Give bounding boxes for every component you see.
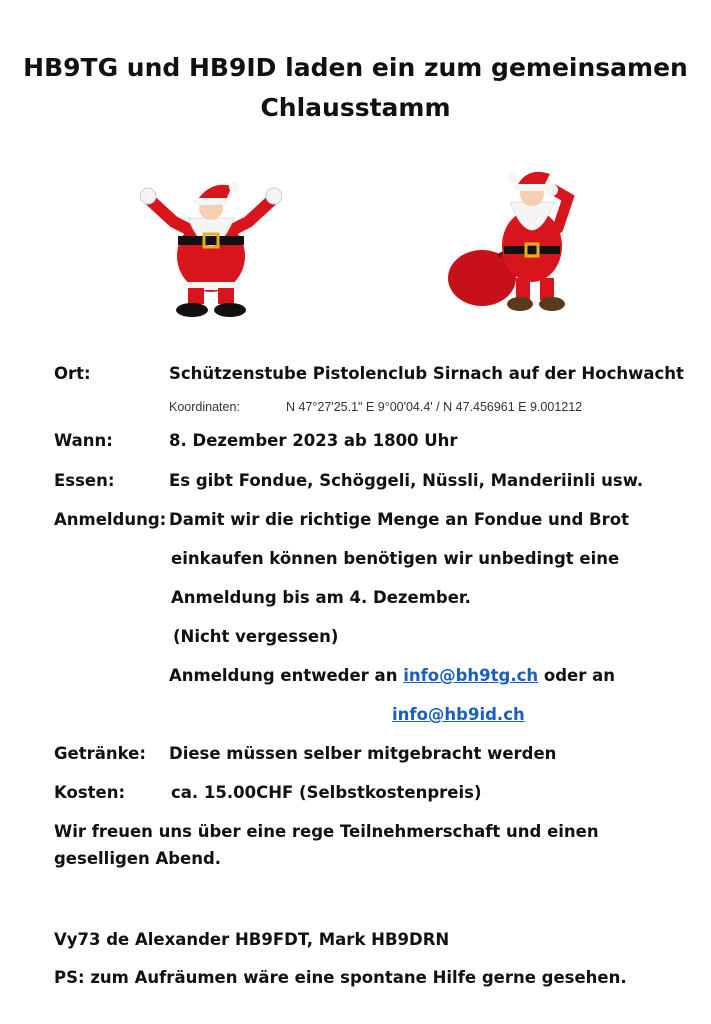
wann-value: 8. Dezember 2023 ab 1800 Uhr (169, 431, 458, 450)
email-link-hb9tg[interactable]: info@bh9tg.ch (403, 666, 539, 685)
flyer-page: HB9TG und HB9ID laden ein zum gemeinsamen Chlausstamm Ort: Schützenstube Pistolenclub Sirnach auf der Hochwacht Koordinaten: N 47°27'25.1" E 9°00'04.4' / N 47.456961 E 9.001212 Wann: 8. Dezember 2023 ab 1800 Uhr Essen: Es gibt Fondue, Schöggeli, Nüssli, Manderiinli usw. Anmeldung: Damit wir die richtige Menge an Fondue und Brot einkaufen können benötigen wir unbedingt eine Anmeldung bis am 4. Dezember. (Nicht vergessen) Anmeldung entweder an info@bh9tg.ch oder an info@hb9id.ch Getränke: Diese müssen selber mitgebracht werden Kosten: ca. 15.00CHF (Selbstkostenpreis) Wir freuen uns über eine rege Teilnehmerschaft und einen geselligen Abend. Vy73 de Alexander HB9FDT, Mark HB9DRN PS: zum Aufräumen wäre eine spontane Hilfe gerne gesehen. (0, 0, 711, 1024)
page-title (0, 48, 711, 128)
anmeldung-label: Anmeldung: (54, 510, 167, 529)
coords-value: N 47°27'25.1" E 9°00'04.4' / N 47.456961 E 9.001212 (286, 400, 583, 414)
essen-value: Es gibt Fondue, Schöggeli, Nüssli, Manderiinli usw. (169, 471, 644, 490)
ort-label: Ort: (54, 364, 91, 383)
wann-label: Wann: (54, 431, 113, 450)
kosten-label: Kosten: (54, 783, 126, 802)
anmeldung-mid: oder an (538, 666, 615, 685)
getraenke-label: Getränke: (54, 744, 146, 763)
coords-label: Koordinaten: (169, 400, 240, 414)
santa-waving-icon (140, 178, 282, 318)
anmeldung-line-5 (169, 665, 615, 687)
anmeldung-prefix: Anmeldung entweder an (169, 666, 404, 685)
essen-label: Essen: (54, 471, 115, 490)
kosten-value: ca. 15.00CHF (Selbstkostenpreis) (171, 783, 482, 802)
ort-value: Schützenstube Pistolenclub Sirnach auf der Hochwacht (169, 364, 684, 383)
anmeldung-line-4: (Nicht vergessen) (173, 627, 339, 646)
santa-with-sack-icon (446, 168, 578, 314)
title-line-2: Chlausstamm (260, 93, 451, 122)
anmeldung-line-2: einkaufen können benötigen wir unbedingt eine (171, 549, 620, 568)
title-line-1: HB9TG und HB9ID laden ein zum gemeinsamen (23, 53, 688, 82)
anmeldung-line-1: Damit wir die richtige Menge an Fondue und Brot (169, 510, 629, 529)
getraenke-value: Diese müssen selber mitgebracht werden (169, 744, 557, 763)
anmeldung-line-3: Anmeldung bis am 4. Dezember. (171, 588, 471, 607)
email-link-hb9id[interactable]: info@hb9id.ch (392, 705, 525, 724)
